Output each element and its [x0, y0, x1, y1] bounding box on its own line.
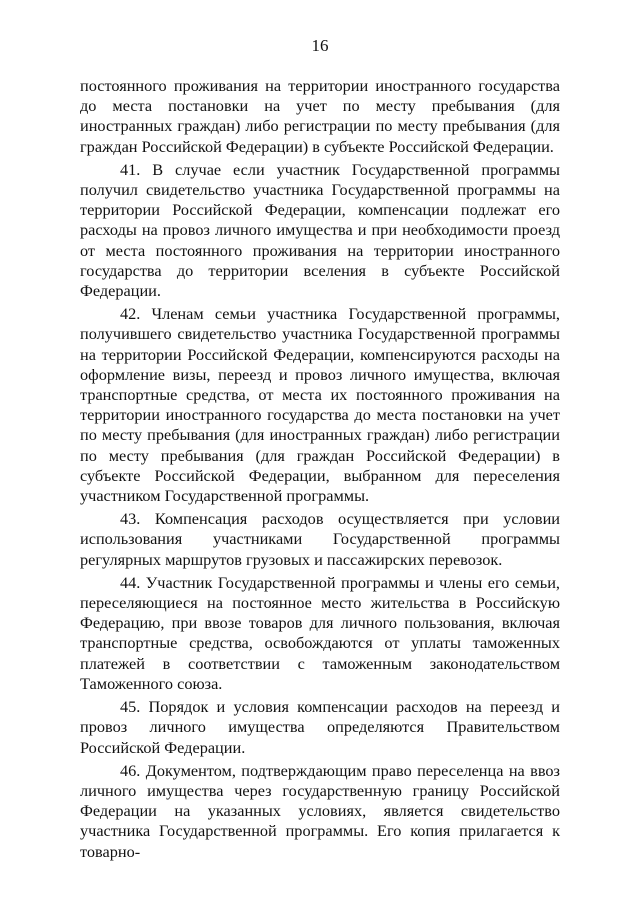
- paragraph-41: 41. В случае если участник Государственной программы получил свидетельство участника Государственной программы на территории Российской Федерации, компенсации подлежат его расходы на провоз личного имущества и при необходимости проезд от места постоянного проживания на территории иностранного государства до территории вселения в субъекте Российской Федерации.: [80, 159, 560, 301]
- document-body: [80, 76, 560, 862]
- paragraph-42: 42. Членам семьи участника Государственной программы, получившего свидетельство участника Государственной программы на территории Российской Федерации, компенсируются расходы на оформление визы, переезд и провоз личного имущества, включая транспортные средства, от места их постоянного проживания на территории иностранного государства до места постановки на учет по месту пребывания (для иностранных граждан) либо регистрации по месту пребывания (для граждан Российской Федерации) в субъекте Российской Федерации, выбранном для переселения участником Государственной программы.: [80, 304, 560, 506]
- paragraph-continuation: постоянного проживания на территории иностранного государства до места постановки на учет по месту пребывания (для иностранных граждан) либо регистрации по месту пребывания (для граждан Российской Федерации) в субъекте Российской Федерации.: [80, 76, 560, 156]
- paragraph-45: 45. Порядок и условия компенсации расходов на переезд и провоз личного имущества определяются Правительством Российской Федерации.: [80, 697, 560, 757]
- paragraph-43: 43. Компенсация расходов осуществляется при условии использования участниками Государственной программы регулярных маршрутов грузовых и пассажирских перевозок.: [80, 509, 560, 569]
- paragraph-44: 44. Участник Государственной программы и члены его семьи, переселяющиеся на постоянное место жительства в Российскую Федерацию, при ввозе товаров для личного пользования, включая транспортные средства, освобождаются от уплаты таможенных платежей в соответствии с таможенным законодательством Таможенного союза.: [80, 572, 560, 693]
- page-number: 16: [311, 36, 329, 55]
- paragraph-46: 46. Документом, подтверждающим право переселенца на ввоз личного имущества через государственную границу Российской Федерации на указанных условиях, является свидетельство участника Государственной программы. Его копия прилагается к товарно-: [80, 760, 560, 861]
